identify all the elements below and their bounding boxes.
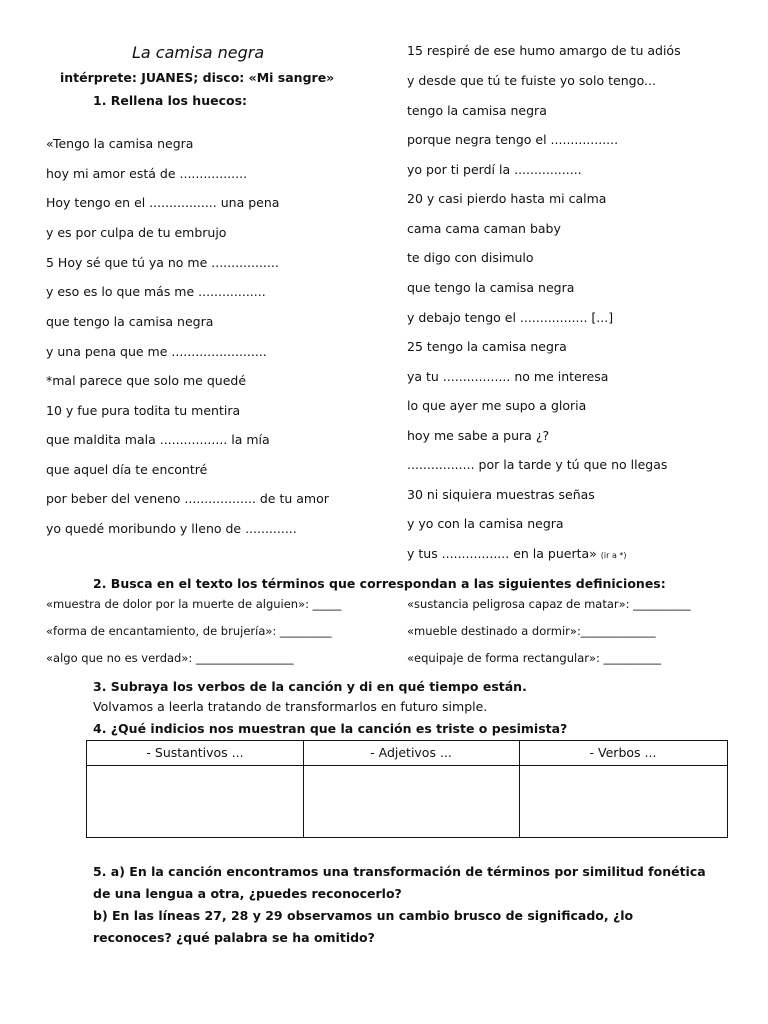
section-4-heading: 4. ¿Qué indicios nos muestran que la canción es triste o pesimista? [93, 721, 568, 736]
lyric-text: y tus ................. en la puerta» [407, 546, 597, 561]
lyric-line: y eso es lo que más me ................. [46, 284, 266, 299]
table-header-nouns: - Sustantivos ... [87, 741, 303, 766]
table-cell-adjectives[interactable] [304, 766, 519, 837]
lyric-line-last [407, 546, 627, 561]
lyric-line: 15 respiré de ese humo amargo de tu adiós [407, 43, 681, 58]
lyric-line: 30 ni siquiera muestras señas [407, 487, 595, 502]
lyric-line: ................. por la tarde y tú que no llegas [407, 457, 668, 472]
lyric-line: que aquel día te encontré [46, 462, 208, 477]
lyric-line: porque negra tengo el ................. [407, 132, 619, 147]
lyric-line: y es por culpa de tu embrujo [46, 225, 227, 240]
lyric-line: yo por ti perdí la ................. [407, 162, 582, 177]
section-5-line: b) En las líneas 27, 28 y 29 observamos un cambio brusco de significado, ¿lo [93, 908, 634, 923]
song-subtitle: intérprete: JUANES; disco: «Mi sangre» [60, 70, 335, 85]
definition-item: «equipaje de forma rectangular»: __________ [407, 651, 662, 665]
lyric-line: 20 y casi pierdo hasta mi calma [407, 191, 607, 206]
lyric-line: y una pena que me ........................ [46, 344, 267, 359]
table-cell-verbs[interactable] [520, 766, 727, 837]
lyric-line: 25 tengo la camisa negra [407, 339, 567, 354]
section-1-heading: 1. Rellena los huecos: [93, 93, 248, 108]
section-3-text: Volvamos a leerla tratando de transformarlos en futuro simple. [93, 699, 488, 714]
section-2-heading: 2. Busca en el texto los términos que correspondan a las siguientes definiciones: [93, 576, 666, 591]
lyric-line: y desde que tú te fuiste yo solo tengo... [407, 73, 656, 88]
lyric-line: que tengo la camisa negra [407, 280, 575, 295]
lyric-line: «Tengo la camisa negra [46, 136, 194, 151]
section-3-heading: 3. Subraya los verbos de la canción y di en qué tiempo están. [93, 679, 527, 694]
lyric-line: te digo con disimulo [407, 250, 534, 265]
lyric-line: Hoy tengo en el ................. una pena [46, 195, 280, 210]
lyric-line: yo quedé moribundo y lleno de ............. [46, 521, 297, 536]
lyric-line: que tengo la camisa negra [46, 314, 214, 329]
table-header-verbs: - Verbos ... [519, 741, 727, 766]
lyric-line: tengo la camisa negra [407, 103, 547, 118]
lyric-line: hoy me sabe a pura ¿? [407, 428, 550, 443]
definition-item: «sustancia peligrosa capaz de matar»: __________ [407, 597, 691, 611]
lyric-line: hoy mi amor está de ................. [46, 166, 248, 181]
section-5-line: de una lengua a otra, ¿puedes reconocerlo? [93, 886, 402, 901]
lyric-line: y debajo tengo el ................. [...] [407, 310, 614, 325]
definition-item: «muestra de dolor por la muerte de alguien»: _____ [46, 597, 342, 611]
lyric-line: y yo con la camisa negra [407, 516, 564, 531]
lyric-line: por beber del veneno .................. de tu amor [46, 491, 329, 506]
section-5-line: reconoces? ¿qué palabra se ha omitido? [93, 930, 375, 945]
page-title: La camisa negra [132, 43, 265, 62]
lyric-line: que maldita mala ................. la mía [46, 432, 270, 447]
table-header-adjectives: - Adjetivos ... [303, 741, 519, 766]
lyric-line: 10 y fue pura todita tu mentira [46, 403, 241, 418]
lyric-note: (ir a *) [600, 551, 627, 560]
lyric-line: lo que ayer me supo a gloria [407, 398, 587, 413]
definition-item: «algo que no es verdad»: _________________ [46, 651, 294, 665]
section-5-line: 5. a) En la canción encontramos una transformación de términos por similitud fonética [93, 864, 706, 879]
lyric-line: 5 Hoy sé que tú ya no me ................. [46, 255, 279, 270]
definition-item: «mueble destinado a dormir»:_____________ [407, 624, 656, 638]
definition-item: «forma de encantamiento, de brujería»: _________ [46, 624, 332, 638]
analysis-table [86, 740, 728, 838]
lyric-line: ya tu ................. no me interesa [407, 369, 609, 384]
table-cell-nouns[interactable] [87, 766, 303, 837]
lyric-line: *mal parece que solo me quedé [46, 373, 247, 388]
lyric-line: cama cama caman baby [407, 221, 561, 236]
